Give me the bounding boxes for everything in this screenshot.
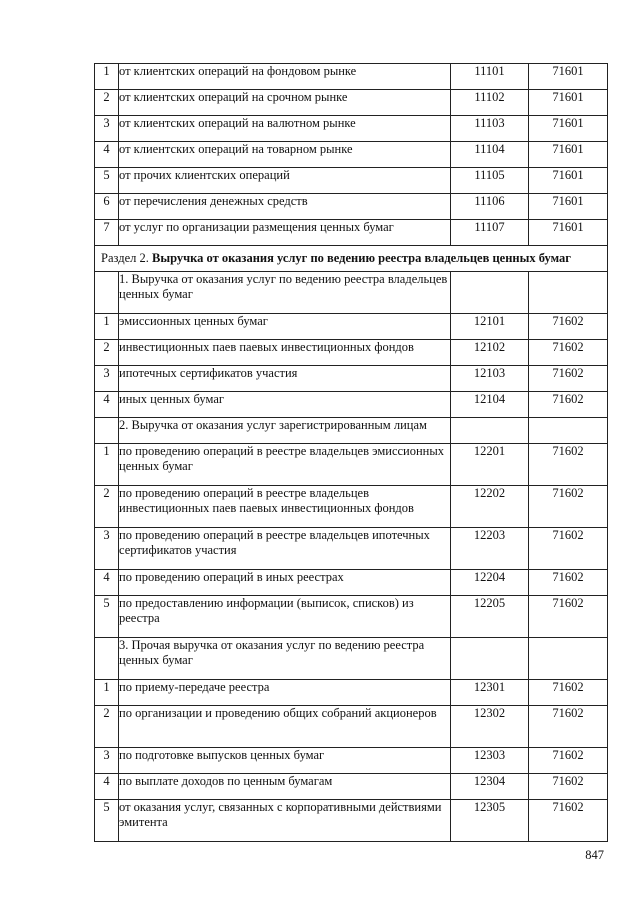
symbol-code: 12201 xyxy=(451,444,529,486)
symbol-code: 12103 xyxy=(451,366,529,392)
symbol-code: 12104 xyxy=(451,392,529,418)
empty-cell xyxy=(95,418,119,444)
symbol-code: 12305 xyxy=(451,800,529,842)
row-description: от услуг по организации размещения ценных бумаг xyxy=(119,220,451,246)
account-number: 71601 xyxy=(529,168,608,194)
symbol-code: 12304 xyxy=(451,774,529,800)
row-description: по приему-передаче реестра xyxy=(119,680,451,706)
empty-cell xyxy=(95,272,119,314)
account-number: 71602 xyxy=(529,392,608,418)
empty-cell xyxy=(529,418,608,444)
empty-cell xyxy=(451,418,529,444)
table-row xyxy=(95,570,608,596)
section-heading xyxy=(95,246,608,272)
account-number: 71602 xyxy=(529,680,608,706)
symbol-code: 12303 xyxy=(451,748,529,774)
row-number: 4 xyxy=(95,774,119,800)
account-number: 71602 xyxy=(529,706,608,748)
row-number: 4 xyxy=(95,392,119,418)
row-description: по проведению операций в реестре владельцев эмиссионных ценных бумаг xyxy=(119,444,451,486)
table-row xyxy=(95,64,608,90)
row-number: 3 xyxy=(95,748,119,774)
row-number: 4 xyxy=(95,570,119,596)
row-number: 5 xyxy=(95,800,119,842)
empty-cell xyxy=(451,272,529,314)
row-description: по предоставлению информации (выписок, списков) из реестра xyxy=(119,596,451,638)
account-number: 71602 xyxy=(529,774,608,800)
symbol-code: 11107 xyxy=(451,220,529,246)
table-row xyxy=(95,142,608,168)
symbol-code: 12205 xyxy=(451,596,529,638)
account-number: 71602 xyxy=(529,800,608,842)
row-description: по проведению операций в реестре владельцев инвестиционных паев паевых инвестиционных фондов xyxy=(119,486,451,528)
table-row xyxy=(95,220,608,246)
row-description: ипотечных сертификатов участия xyxy=(119,366,451,392)
account-number: 71602 xyxy=(529,340,608,366)
account-number: 71602 xyxy=(529,748,608,774)
subsection-heading-row xyxy=(95,638,608,680)
account-number: 71601 xyxy=(529,194,608,220)
row-number: 3 xyxy=(95,366,119,392)
row-description: от клиентских операций на товарном рынке xyxy=(119,142,451,168)
row-description: от прочих клиентских операций xyxy=(119,168,451,194)
subsection-heading-row xyxy=(95,272,608,314)
account-number: 71602 xyxy=(529,528,608,570)
symbol-code: 11106 xyxy=(451,194,529,220)
empty-cell xyxy=(529,272,608,314)
table-row xyxy=(95,706,608,748)
table-row xyxy=(95,774,608,800)
symbol-code: 12202 xyxy=(451,486,529,528)
symbol-code: 12101 xyxy=(451,314,529,340)
row-number: 1 xyxy=(95,64,119,90)
table-row xyxy=(95,366,608,392)
table-row xyxy=(95,748,608,774)
row-description: от оказания услуг, связанных с корпоративными действиями эмитента xyxy=(119,800,451,842)
empty-cell xyxy=(95,638,119,680)
symbol-code: 12102 xyxy=(451,340,529,366)
row-number: 5 xyxy=(95,596,119,638)
table-row xyxy=(95,314,608,340)
symbol-code: 11105 xyxy=(451,168,529,194)
table-row xyxy=(95,596,608,638)
symbol-code: 11102 xyxy=(451,90,529,116)
empty-cell xyxy=(529,638,608,680)
income-table xyxy=(94,63,608,842)
row-description: по подготовке выпусков ценных бумаг xyxy=(119,748,451,774)
subsection-heading: 1. Выручка от оказания услуг по ведению реестра владельцев ценных бумаг xyxy=(119,272,451,314)
account-number: 71601 xyxy=(529,220,608,246)
symbol-code: 12301 xyxy=(451,680,529,706)
row-number: 1 xyxy=(95,444,119,486)
symbol-code: 11101 xyxy=(451,64,529,90)
table-row xyxy=(95,90,608,116)
table-row xyxy=(95,168,608,194)
row-description: от клиентских операций на срочном рынке xyxy=(119,90,451,116)
account-number: 71602 xyxy=(529,596,608,638)
row-description: по выплате доходов по ценным бумагам xyxy=(119,774,451,800)
table-row xyxy=(95,800,608,842)
symbol-code: 12203 xyxy=(451,528,529,570)
account-number: 71601 xyxy=(529,142,608,168)
row-number: 2 xyxy=(95,90,119,116)
row-description: от клиентских операций на фондовом рынке xyxy=(119,64,451,90)
row-description: по организации и проведению общих собраний акционеров xyxy=(119,706,451,748)
table-row xyxy=(95,444,608,486)
account-number: 71601 xyxy=(529,90,608,116)
section-title: Выручка от оказания услуг по ведению реестра владельцев ценных бумаг xyxy=(151,251,571,265)
page-number: 847 xyxy=(585,848,604,862)
row-description: эмиссионных ценных бумаг xyxy=(119,314,451,340)
symbol-code: 11104 xyxy=(451,142,529,168)
account-number: 71602 xyxy=(529,444,608,486)
symbol-code: 12302 xyxy=(451,706,529,748)
account-number: 71602 xyxy=(529,570,608,596)
row-number: 2 xyxy=(95,486,119,528)
table-row xyxy=(95,340,608,366)
row-number: 6 xyxy=(95,194,119,220)
row-description: от перечисления денежных средств xyxy=(119,194,451,220)
account-number: 71602 xyxy=(529,314,608,340)
table-row xyxy=(95,486,608,528)
table-row xyxy=(95,528,608,570)
table-row xyxy=(95,680,608,706)
row-description: по проведению операций в иных реестрах xyxy=(119,570,451,596)
row-number: 7 xyxy=(95,220,119,246)
row-number: 2 xyxy=(95,340,119,366)
table-row xyxy=(95,392,608,418)
account-number: 71602 xyxy=(529,486,608,528)
table-row xyxy=(95,116,608,142)
row-number: 1 xyxy=(95,680,119,706)
account-number: 71602 xyxy=(529,366,608,392)
section-heading-row xyxy=(95,246,608,272)
row-description: иных ценных бумаг xyxy=(119,392,451,418)
row-number: 3 xyxy=(95,528,119,570)
row-number: 5 xyxy=(95,168,119,194)
subsection-heading: 2. Выручка от оказания услуг зарегистрированным лицам xyxy=(119,418,451,444)
row-description: инвестиционных паев паевых инвестиционных фондов xyxy=(119,340,451,366)
row-description: по проведению операций в реестре владельцев ипотечных сертификатов участия xyxy=(119,528,451,570)
symbol-code: 11103 xyxy=(451,116,529,142)
row-description: от клиентских операций на валютном рынке xyxy=(119,116,451,142)
row-number: 3 xyxy=(95,116,119,142)
subsection-heading-row xyxy=(95,418,608,444)
symbol-code: 12204 xyxy=(451,570,529,596)
row-number: 1 xyxy=(95,314,119,340)
table-row xyxy=(95,194,608,220)
section-prefix: Раздел 2. xyxy=(101,251,152,265)
row-number: 2 xyxy=(95,706,119,748)
empty-cell xyxy=(451,638,529,680)
row-number: 4 xyxy=(95,142,119,168)
subsection-heading: 3. Прочая выручка от оказания услуг по ведению реестра ценных бумаг xyxy=(119,638,451,680)
account-number: 71601 xyxy=(529,64,608,90)
account-number: 71601 xyxy=(529,116,608,142)
